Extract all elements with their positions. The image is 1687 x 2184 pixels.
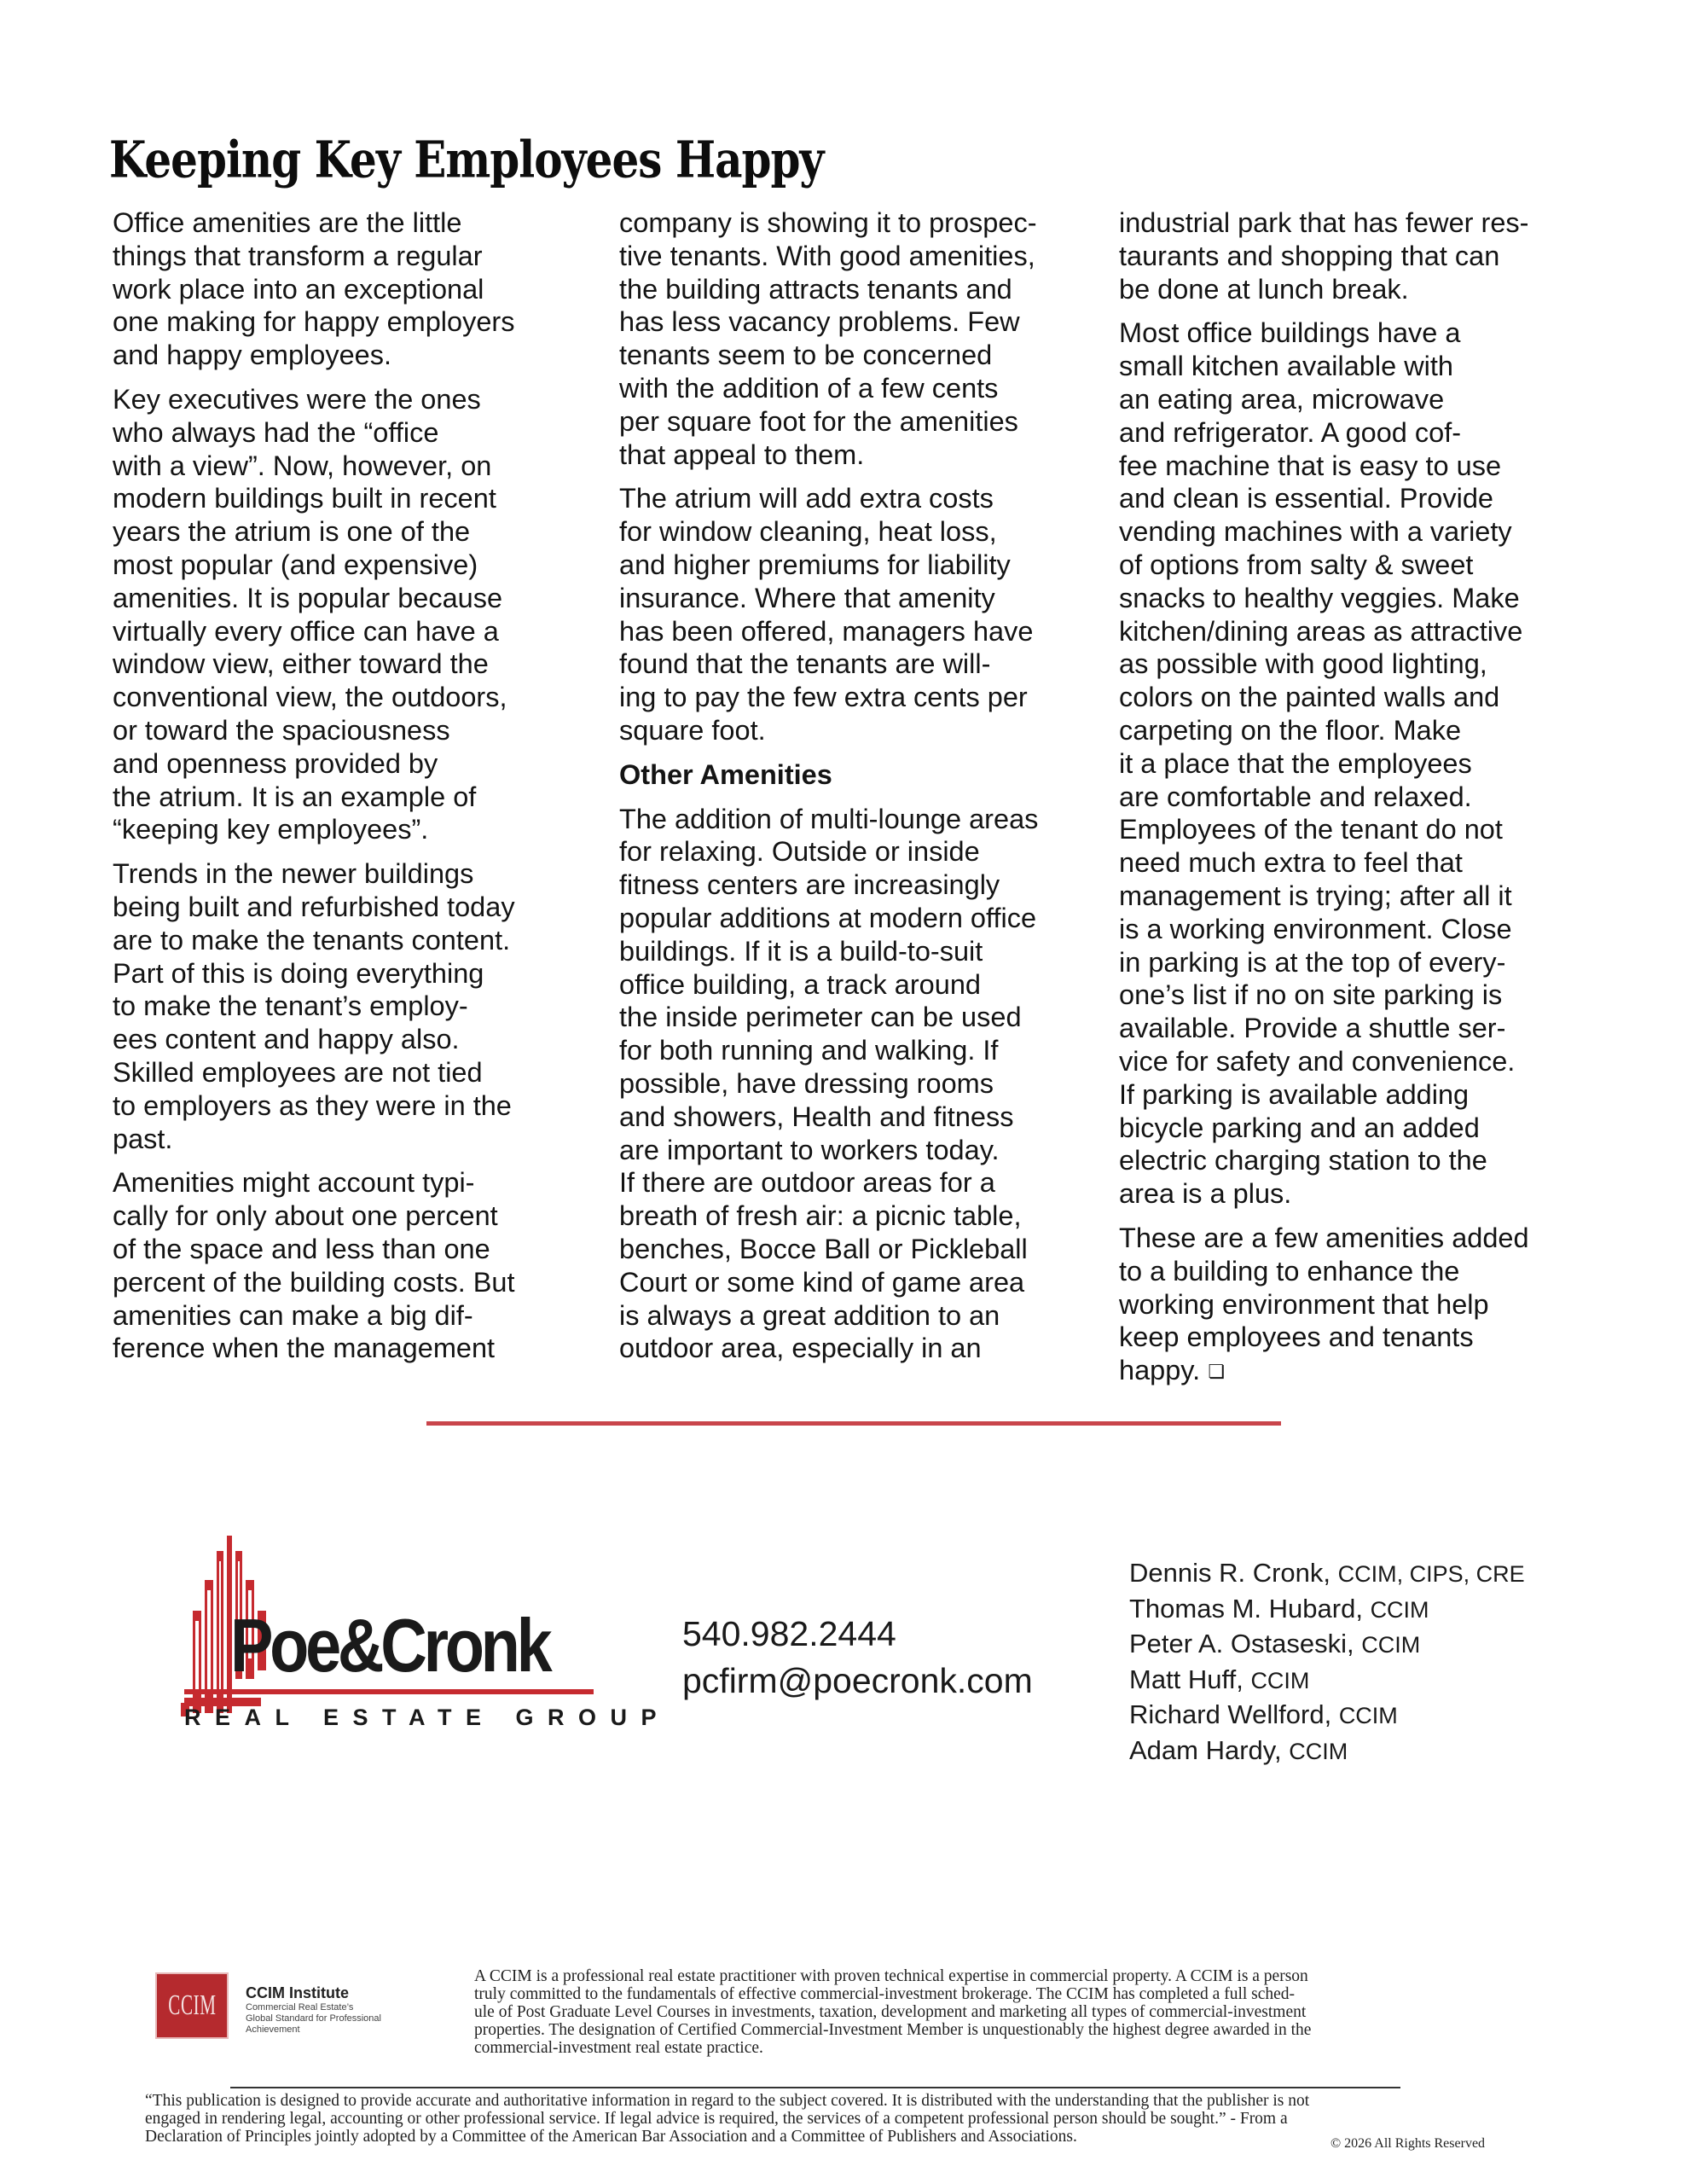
agent-entry (1129, 1556, 1525, 1592)
agent-credentials: CCIM (1338, 1703, 1398, 1728)
poe-cronk-logo (169, 1536, 671, 1740)
agent-name: Matt Huff, (1129, 1664, 1244, 1694)
section-divider (426, 1421, 1281, 1426)
paragraph: The addition of multi-lounge areas for relaxing. Outside or inside fitness centers are increasingly popular additions at modern office buildings. If it is a build-to-suit office building, a track around the inside perimeter can be used for both running and walking. If possible, have dressing rooms and showers, Health and fitness are important to workers today. If there are outdoor areas for a breath of fresh air: a picnic table, benches, Bocce Ball or Pickleball Court or some kind of game area is always a great addition to an outdoor area, especially in an (619, 803, 1039, 1364)
copyright-notice: © 2026 All Rights Reserved (1330, 2136, 1486, 2151)
agent-name: Thomas M. Hubard, (1129, 1593, 1363, 1623)
agent-list (1129, 1556, 1525, 1769)
agent-name: Richard Wellford, (1129, 1699, 1332, 1729)
paragraph-closing (1119, 1222, 1648, 1389)
agent-entry (1129, 1734, 1525, 1769)
agent-entry (1129, 1627, 1525, 1663)
ccim-institute-logo (155, 1972, 437, 2041)
contact-info (682, 1611, 1033, 1705)
paragraph: company is showing it to prospec- tive tenants. With good amenities, the building attracts tenants and has less vacancy problems. Few tenants seem to be concerned with the addition of a few cents per square foot for the amenities that appeal to them. (619, 207, 1037, 470)
article-column-2 (619, 206, 1105, 1376)
section-heading: Other Amenities (619, 758, 832, 790)
ccim-tagline: Commercial Real Estate’s (246, 2002, 354, 2013)
agent-name: Dennis R. Cronk, (1129, 1558, 1331, 1588)
agent-credentials: CCIM (1370, 1596, 1429, 1623)
paragraph: Amenities might account typi- cally for only about one percent of the space and less than one percent of the building costs. But amenities can make a big dif- ference when the management (113, 1167, 515, 1364)
phone-number[interactable]: 540.982.2444 (682, 1614, 896, 1653)
agent-credentials: CCIM (1361, 1632, 1421, 1658)
paragraph: Key executives were the ones who always had the “office with a view”. Now, however, on modern buildings built in recent years the atrium is one of the most popular (and expensive) amenities. It is popular because virtually every office can have a window view, either toward the conventional view, the outdoors, or toward the spaciousness and openness provided by the atrium. It is an example of “keeping key employees”. (113, 383, 507, 845)
agent-name: Adam Hardy, (1129, 1734, 1282, 1765)
paragraph: Most office buildings have a small kitchen available with an eating area, microwave and refrigerator. A good cof- fee machine that is easy to use and clean is essential. Provide vending machines with a variety of options from salty & sweet snacks to healthy veggies. Make kitchen/dining areas as attractive as possible with good lighting, colors on the painted walls and carpeting on the floor. Make it a place that the employees are comfortable and relaxed. Employees of the tenant do not need much extra to feel that management is trying; after all it is a working environment. Close in parking is at the top of every- one’s list if no on site parking is available. Provide a shuttle ser- vice for safety and convenience. If parking is available adding bicycle parking and an added electric charging station to the area is a plus. (1119, 317, 1523, 1210)
agent-entry (1129, 1663, 1525, 1699)
ccim-institute-name: CCIM Institute (246, 1984, 349, 2001)
ccim-tagline: Global Standard for Professional Achievement (246, 2013, 381, 2035)
company-name: Poe&Cronk (230, 1603, 549, 1687)
paragraph-text: These are a few amenities added to a building to enhance the working environment that help keep employees and tenants happy. (1119, 1222, 1529, 1386)
footer-divider (230, 2087, 1400, 2088)
article-title: Keeping Key Employees Happy (109, 130, 824, 189)
company-tagline: REAL ESTATE GROUP (184, 1705, 671, 1730)
end-of-article-icon: ❏ (1208, 1361, 1225, 1383)
email-address[interactable]: pcfirm@poecronk.com (682, 1661, 1033, 1700)
agent-entry (1129, 1698, 1525, 1734)
agent-entry (1129, 1592, 1525, 1628)
ccim-logo-text (246, 1984, 437, 2036)
agent-credentials: CCIM, CIPS, CRE (1337, 1561, 1525, 1587)
article-column-3 (1119, 206, 1648, 1400)
article-column-1 (113, 206, 599, 1376)
agent-name: Peter A. Ostaseski, (1129, 1629, 1354, 1658)
paragraph: Trends in the newer buildings being built and refurbished today are to make the tenants content. Part of this is doing everything to make the tenant’s employ- ees content and happy also. Skilled employees are not tied to employers as they were in the past. (113, 858, 515, 1154)
legal-disclaimer: “This publication is designed to provide accurate and authoritative information in regard to the subject covered. It is distributed with the understanding that the publisher is not engaged in rendering legal, accounting or other professional service. If legal advice is required, the services of a competent professional person should be sought.” - From a Declaration of Principles jointly adopted by a Committee of the American Bar Association and a Committee of Publishers and Associations. (145, 2092, 1310, 2146)
ccim-description: A CCIM is a professional real estate practitioner with proven technical expertise in commercial property. A CCIM is a person truly committed to the fundamentals of effective commercial-investment brokerage. The CCIM has completed a full sched- ule of Post Graduate Level Courses in investments, taxation, development and marketing all types of commercial-investment properties. The designation of Certified Commercial-Investment Member is unquestionably the highest degree awarded in the commercial-investment real estate practice. (474, 1967, 1312, 2057)
agent-credentials: CCIM (1250, 1667, 1310, 1693)
paragraph: The atrium will add extra costs for window cleaning, heat loss, and higher premiums for liability insurance. Where that amenity has been offered, managers have found that the tenants are will- ing to pay the few extra cents per square foot. (619, 483, 1034, 746)
agent-credentials: CCIM (1289, 1738, 1348, 1764)
ccim-mark-text: CCIM (167, 1989, 217, 2021)
paragraph: industrial park that has fewer res- taurants and shopping that can be done at lunch break. (1119, 207, 1529, 305)
ccim-mark-icon (155, 1972, 229, 2039)
paragraph: Office amenities are the little things that transform a regular work place into an exceptional one making for happy employers and happy employees. (113, 207, 515, 371)
